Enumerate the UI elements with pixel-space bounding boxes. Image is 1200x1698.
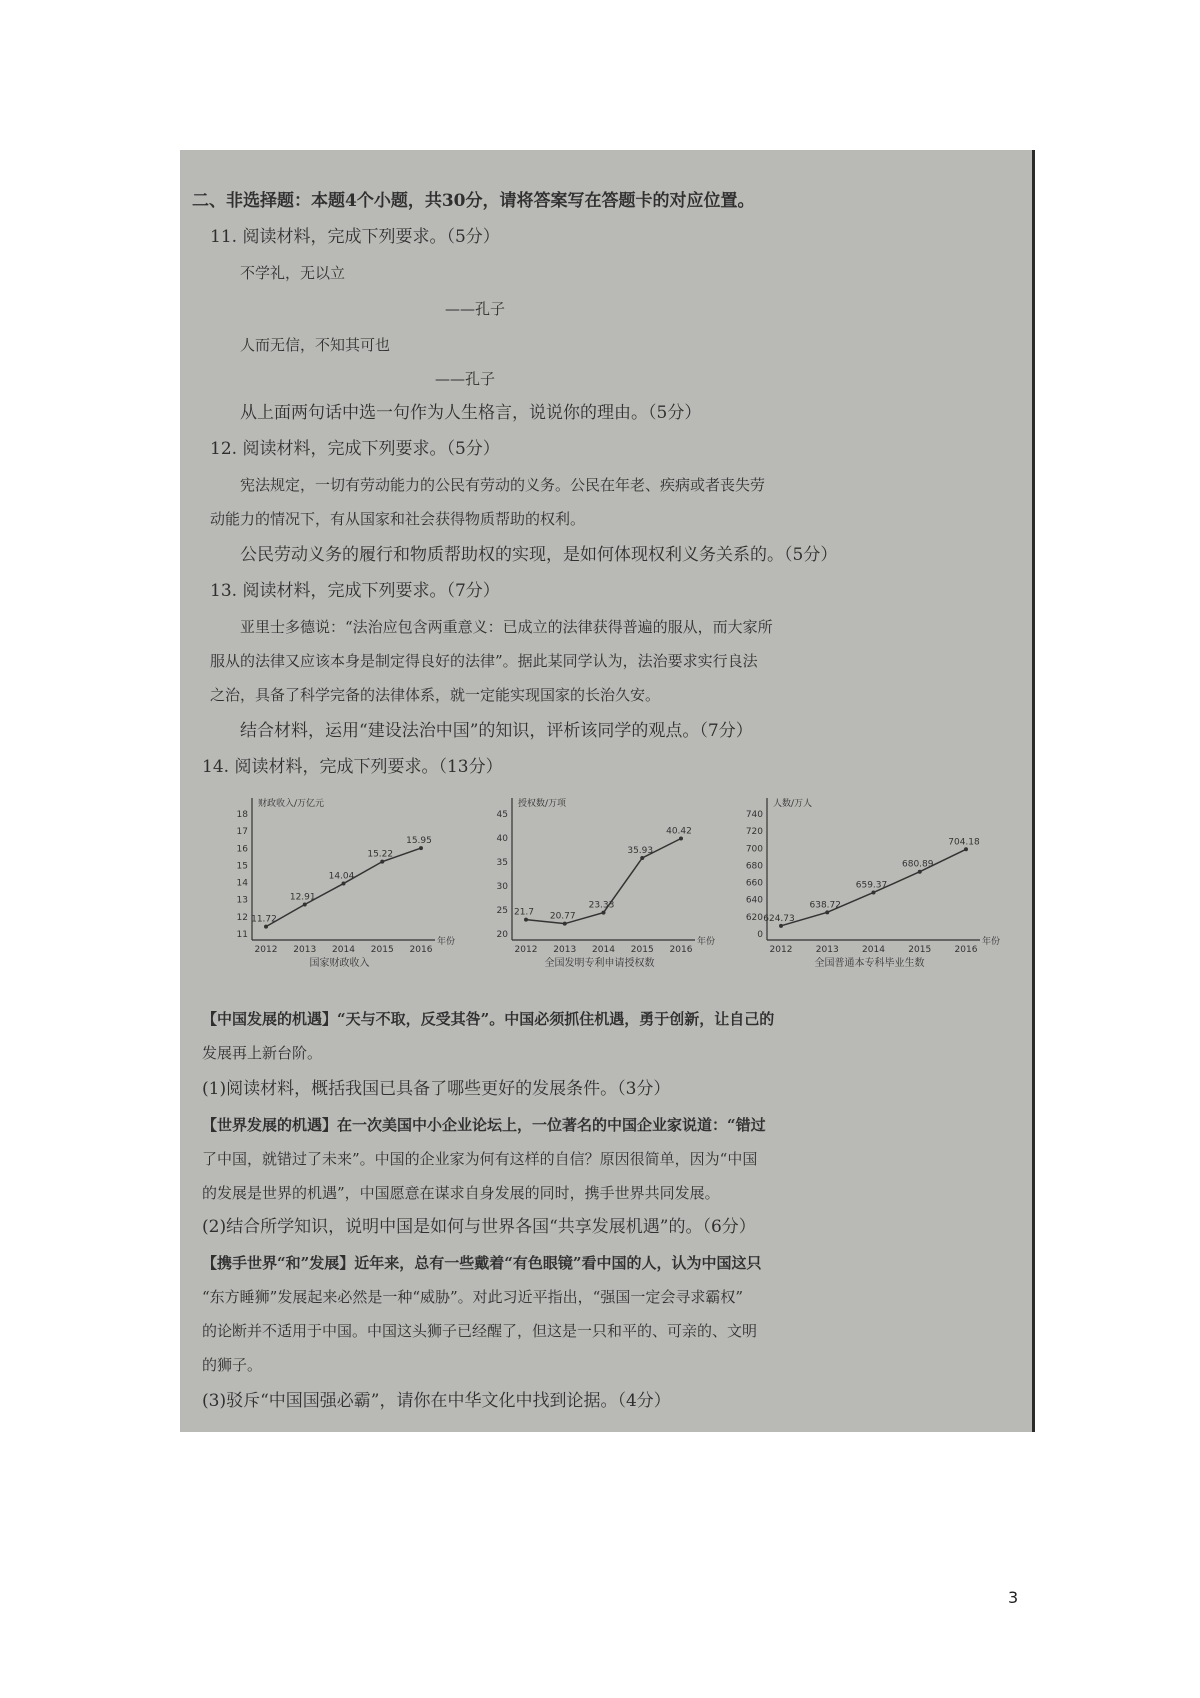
scanned-exam-page — [180, 150, 1035, 1432]
q12-para-line2: 动能力的情况下，有从国家和社会获得物质帮助的权利。 — [210, 510, 586, 528]
y-tick-label: 35 — [496, 858, 508, 868]
chart-caption: 国家财政收入 — [309, 958, 370, 969]
q12-title: 12. 阅读材料，完成下列要求。（5分） — [210, 439, 500, 459]
y-tick-label: 11 — [236, 930, 248, 940]
x-tick-label: 2013 — [553, 945, 577, 955]
q14-material3-line3: 的论断并不适用于中国。中国这头狮子已经醒了，但这是一只和平的、可亲的、文明 — [202, 1322, 758, 1340]
x-tick-label: 2013 — [815, 945, 839, 955]
y-tick-label: 0 — [757, 930, 763, 940]
chart-caption: 全国普通本专科毕业生数 — [814, 958, 925, 969]
x-axis-label: 年份 — [437, 937, 456, 947]
data-point — [640, 856, 644, 860]
data-point — [918, 870, 922, 874]
q14-material1-line2: 发展再上新台阶。 — [202, 1044, 323, 1062]
x-tick-label: 2012 — [769, 945, 793, 955]
data-label: 659.37 — [855, 880, 888, 891]
data-label: 21.7 — [513, 907, 535, 918]
q11-title: 11. 阅读材料，完成下列要求。（5分） — [210, 227, 500, 247]
x-tick-label: 2015 — [908, 945, 932, 955]
y-tick-label: 700 — [745, 844, 763, 855]
x-tick-label: 2016 — [409, 945, 433, 955]
data-label: 12.91 — [289, 892, 316, 903]
data-label: 704.18 — [948, 837, 980, 848]
q13-task: 结合材料，运用“建设法治中国”的知识，评析该同学的观点。（7分） — [240, 721, 753, 741]
q14-material2-line2: 了中国，就错过了未来”。中国的企业家为何有这样的自信？原因很简单，因为“中国 — [202, 1150, 758, 1168]
y-axis-label: 人数/万人 — [773, 799, 813, 809]
y-tick-label: 14 — [236, 878, 248, 889]
x-tick-label: 2015 — [370, 945, 394, 955]
y-tick-label: 13 — [236, 895, 248, 906]
y-axis-label: 授权数/万项 — [518, 799, 567, 809]
q11-task: 从上面两句话中选一句作为人生格言，说说你的理由。（5分） — [240, 403, 702, 423]
data-label: 15.22 — [367, 849, 394, 860]
y-tick-label: 660 — [745, 878, 763, 889]
q13-para-line1: 亚里士多德说：“法治应包含两重意义：已成立的法律获得普遍的服从，而大家所 — [240, 618, 773, 636]
q14-material1-line1: 【中国发展的机遇】“天与不取，反受其咎”。中国必须抓住机遇，勇于创新，让自己的 — [202, 1010, 775, 1028]
q12-para-line1: 宪法规定，一切有劳动能力的公民有劳动的义务。公民在年老、疾病或者丧失劳 — [240, 476, 766, 494]
x-tick-label: 2014 — [332, 945, 355, 955]
y-tick-label: 18 — [236, 810, 248, 820]
y-tick-label: 16 — [236, 844, 248, 855]
q11-author1: ——孔子 — [445, 300, 506, 318]
chart-graduates-svg — [745, 790, 1005, 985]
y-axis-label: 财政收入/万亿元 — [258, 799, 325, 809]
data-point — [563, 922, 567, 926]
data-label: 20.77 — [549, 911, 576, 922]
q14-material3-line4: 的狮子。 — [202, 1356, 263, 1374]
q14-task3: (3)驳斥“中国国强必霸”，请你在中华文化中找到论据。（4分） — [202, 1391, 671, 1411]
q14-task2: (2)结合所学知识，说明中国是如何与世界各国“共享发展机遇”的。（6分） — [202, 1217, 756, 1237]
q13-title: 13. 阅读材料，完成下列要求。（7分） — [210, 581, 500, 601]
y-tick-label: 45 — [496, 810, 508, 820]
data-label: 15.95 — [406, 836, 432, 847]
chart-patent-grants — [490, 790, 720, 985]
data-point — [679, 837, 683, 841]
q14-title: 14. 阅读材料，完成下列要求。（13分） — [202, 757, 503, 777]
x-tick-label: 2014 — [862, 945, 885, 955]
x-axis-label: 年份 — [982, 937, 1001, 947]
y-tick-label: 15 — [236, 861, 248, 872]
data-point — [964, 847, 968, 851]
q14-material2-line1: 【世界发展的机遇】在一次美国中小企业论坛上，一位著名的中国企业家说道：“错过 — [202, 1116, 766, 1134]
data-label: 35.93 — [627, 845, 654, 856]
chart-caption: 全国发明专利申请授权数 — [544, 958, 655, 969]
y-tick-label: 12 — [236, 912, 248, 923]
data-point — [779, 924, 783, 928]
q12-task: 公民劳动义务的履行和物质帮助权的实现，是如何体现权利义务关系的。（5分） — [240, 545, 838, 565]
y-tick-label: 40 — [496, 834, 508, 844]
data-point — [602, 911, 606, 915]
data-label: 40.42 — [666, 826, 692, 837]
x-tick-label: 2016 — [954, 945, 978, 955]
y-tick-label: 30 — [496, 882, 508, 892]
data-point — [303, 903, 307, 907]
x-tick-label: 2012 — [254, 945, 278, 955]
data-point — [342, 882, 346, 886]
chart-fiscal-revenue-svg — [230, 790, 460, 985]
page-number: 3 — [1008, 1588, 1019, 1607]
y-tick-label: 17 — [236, 827, 248, 838]
y-tick-label: 720 — [745, 827, 763, 838]
y-tick-label: 20 — [496, 930, 508, 940]
q14-material3-line1: 【携手世界“和”发展】近年来，总有一些戴着“有色眼镜”看中国的人，认为中国这只 — [202, 1254, 762, 1272]
q11-author2: ——孔子 — [435, 370, 496, 388]
chart-graduates — [745, 790, 1005, 985]
y-tick-label: 25 — [496, 906, 508, 916]
y-tick-label: 740 — [745, 810, 763, 820]
y-tick-label: 680 — [745, 861, 763, 872]
section-header: 二、非选择题：本题4个小题，共30分，请将答案写在答题卡的对应位置。 — [192, 191, 755, 211]
chart-patent-grants-svg — [490, 790, 720, 985]
data-point — [524, 918, 528, 922]
x-tick-label: 2016 — [669, 945, 693, 955]
data-point — [380, 860, 384, 864]
q13-para-line2: 服从的法律又应该本身是制定得良好的法律”。据此某同学认为，法治要求实行良法 — [210, 652, 758, 670]
data-label: 624.73 — [763, 913, 795, 924]
q11-quote2: 人而无信，不知其可也 — [240, 336, 391, 354]
q11-quote1: 不学礼，无以立 — [240, 264, 346, 282]
data-label: 14.04 — [328, 871, 355, 882]
q13-para-line3: 之治，具备了科学完备的法律体系，就一定能实现国家的长治久安。 — [210, 686, 661, 704]
data-label: 11.72 — [251, 914, 277, 925]
x-tick-label: 2012 — [514, 945, 538, 955]
x-tick-label: 2013 — [293, 945, 317, 955]
y-tick-label: 640 — [745, 895, 763, 906]
x-tick-label: 2015 — [630, 945, 654, 955]
chart-fiscal-revenue — [230, 790, 460, 985]
series-line — [266, 848, 421, 927]
data-point — [419, 846, 423, 850]
data-label: 680.89 — [902, 859, 934, 870]
q14-task1: (1)阅读材料，概括我国已具备了哪些更好的发展条件。（3分） — [202, 1079, 671, 1099]
data-point — [872, 890, 876, 894]
y-tick-label: 620 — [745, 912, 763, 923]
q14-material3-line2: “东方睡狮”发展起来必然是一种“威胁”。对此习近平指出，“强国一定会寻求霸权” — [202, 1288, 744, 1306]
data-point — [825, 910, 829, 914]
data-point — [264, 925, 268, 929]
q14-material2-line3: 的发展是世界的机遇”，中国愿意在谋求自身发展的同时，携手世界共同发展。 — [202, 1184, 720, 1202]
data-label: 638.72 — [809, 900, 841, 911]
x-tick-label: 2014 — [592, 945, 615, 955]
data-label: 23.33 — [588, 900, 615, 911]
x-axis-label: 年份 — [697, 937, 716, 947]
